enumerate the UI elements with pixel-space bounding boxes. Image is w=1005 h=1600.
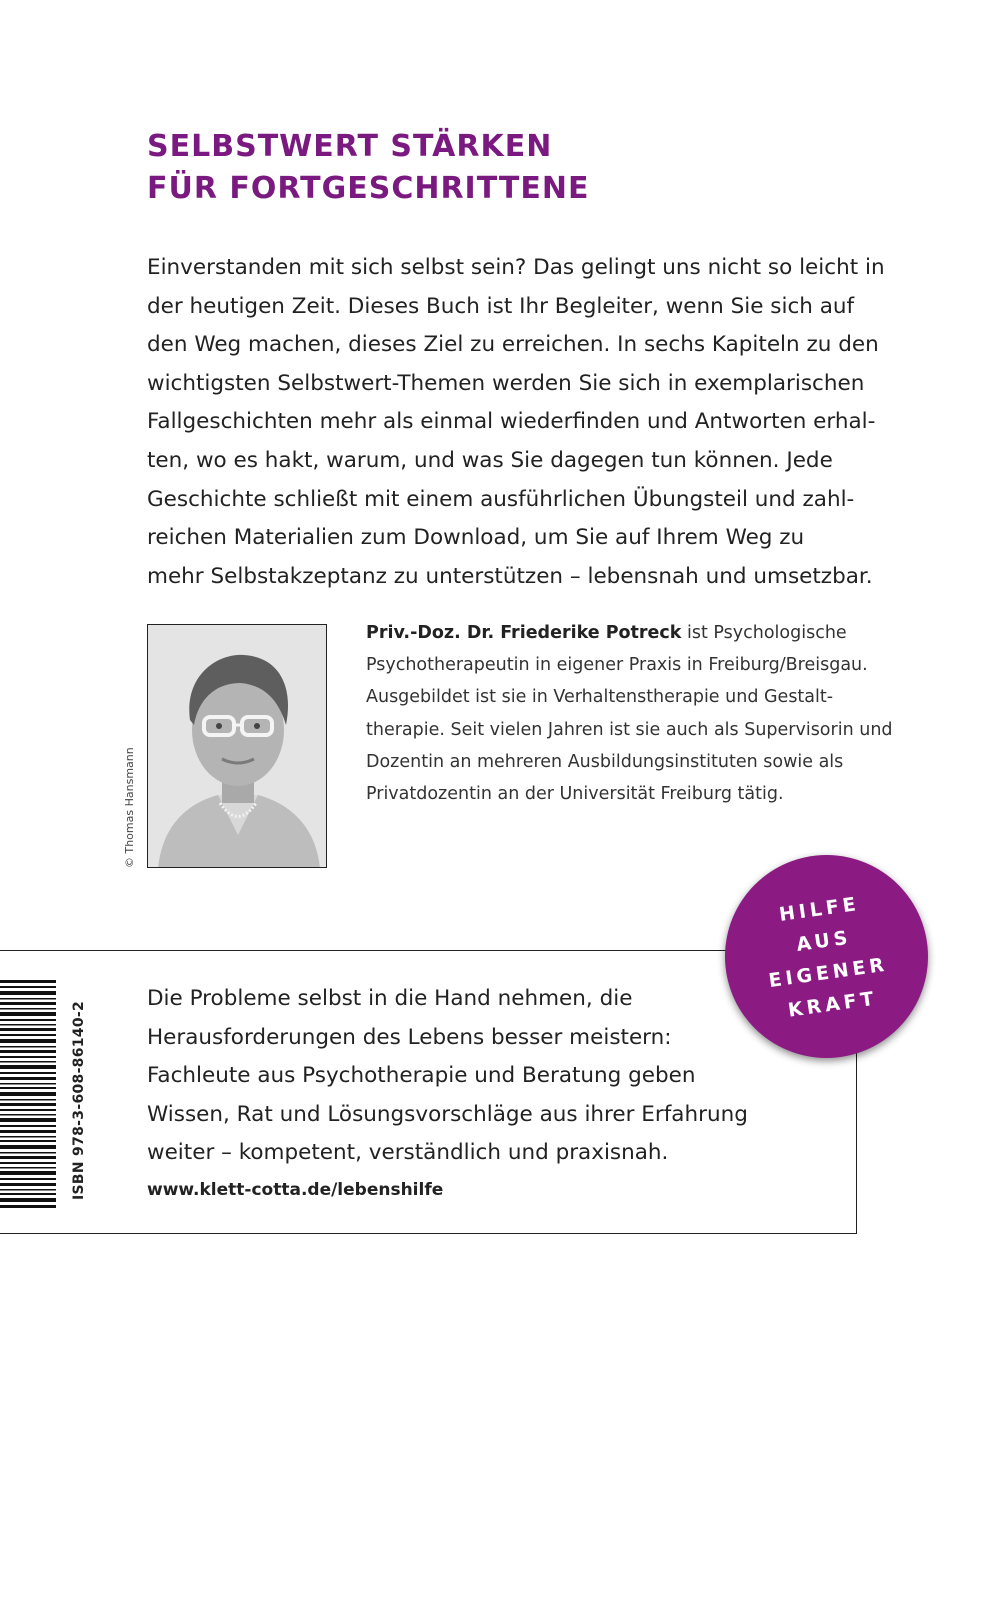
series-line: Fachleute aus Psychotherapie und Beratung geben	[147, 1063, 696, 1089]
bio-line: Privatdozentin an der Universität Freiburg tätig.	[366, 784, 784, 805]
description-line: mehr Selbstakzeptanz zu unterstützen – lebensnah und umsetzbar.	[147, 563, 873, 589]
badge-text	[758, 885, 895, 1028]
series-line: Herausforderungen des Lebens besser meistern:	[147, 1024, 672, 1050]
author-portrait-illustration	[148, 625, 327, 868]
bio-line: Psychotherapeutin in eigener Praxis in Freiburg/Breisgau.	[366, 655, 868, 676]
description-line: Geschichte schließt mit einem ausführlichen Übungsteil und zahl-	[147, 486, 855, 512]
series-badge	[725, 855, 928, 1058]
description-line: ten, wo es hakt, warum, und was Sie dagegen tun können. Jede	[147, 447, 833, 473]
barcode-icon	[0, 980, 60, 1210]
author-photo	[147, 624, 327, 868]
badge-line: EIGENER	[767, 953, 890, 992]
publisher-url[interactable]: www.klett-cotta.de/lebenshilfe	[147, 1180, 444, 1200]
bio-line: therapie. Seit vielen Jahren ist sie auch als Supervisorin und	[366, 719, 893, 740]
description-line: Fallgeschichten mehr als einmal wiederfinden und Antworten erhal-	[147, 409, 876, 435]
description-line: wichtigsten Selbstwert-Themen werden Sie sich in exemplarischen	[147, 370, 865, 396]
title-line-1: SELBSTWERT STÄRKEN	[147, 129, 553, 164]
badge-line: AUS	[795, 925, 854, 956]
description-line: reichen Materialien zum Download, um Sie auf Ihrem Weg zu	[147, 525, 805, 551]
bio-line: Ausgebildet ist sie in Verhaltenstherapie und Gestalt-	[366, 687, 834, 708]
author-name: Priv.-Doz. Dr. Friederike Potreck	[366, 623, 682, 643]
badge-line: HILFE	[778, 892, 862, 926]
series-line: weiter – kompetent, verständlich und praxisnah.	[147, 1140, 669, 1166]
book-title	[147, 126, 589, 210]
photo-credit: © Thomas Hansmann	[123, 747, 136, 868]
bio-line	[366, 617, 966, 649]
description-line: Einverstanden mit sich selbst sein? Das gelingt uns nicht so leicht in	[147, 255, 885, 280]
description-line: der heutigen Zeit. Dieses Buch ist Ihr Begleiter, wenn Sie sich auf	[147, 293, 855, 319]
isbn-number: ISBN 978-3-608-86140-2	[71, 1000, 87, 1200]
author-bio	[366, 617, 966, 810]
series-line: Wissen, Rat und Lösungsvorschläge aus ihrer Erfahrung	[147, 1101, 748, 1127]
title-line-2: FÜR FORTGESCHRITTENE	[147, 171, 590, 206]
description-line: den Weg machen, dieses Ziel zu erreichen. In sechs Kapiteln zu den	[147, 332, 879, 358]
bio-line: Dozentin an mehreren Ausbildungsinstituten sowie als	[366, 751, 844, 772]
series-line: Die Probleme selbst in die Hand nehmen, die	[147, 986, 633, 1011]
book-description	[147, 249, 947, 596]
bio-line-1-rest: ist Psychologische	[681, 623, 847, 643]
badge-line: KRAFT	[787, 986, 880, 1022]
